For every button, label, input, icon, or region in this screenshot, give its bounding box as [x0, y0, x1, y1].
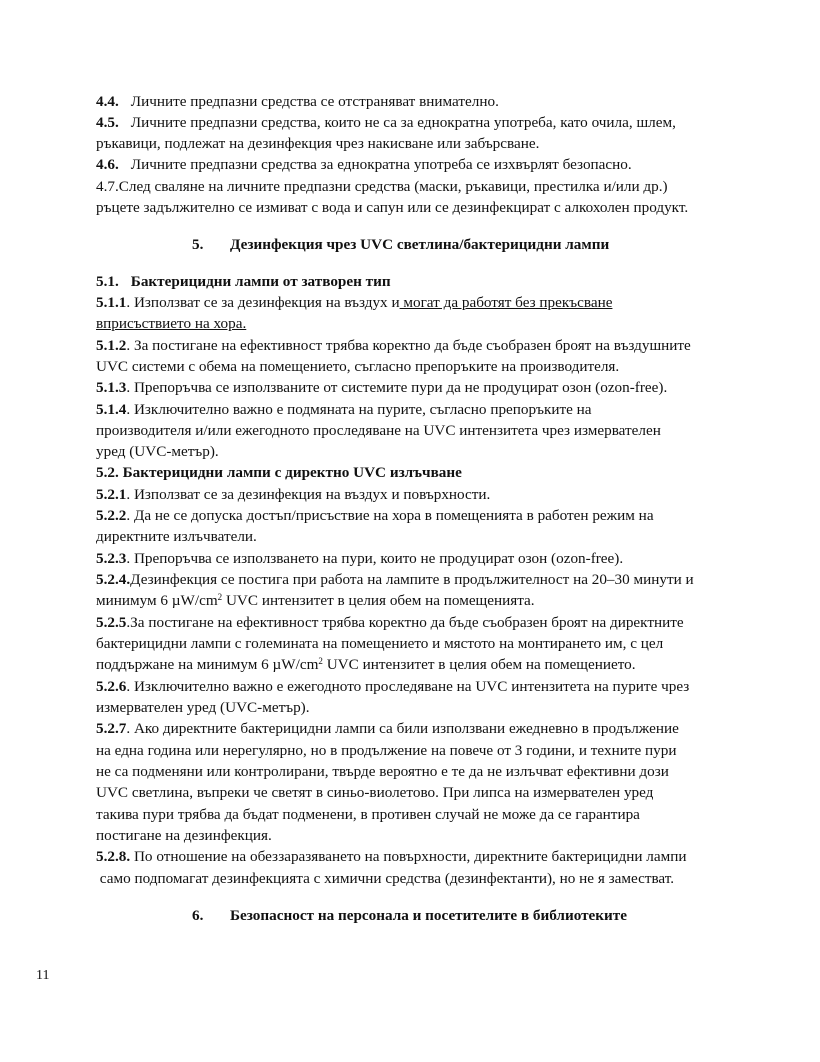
- para-5-2-7-cont5: постигане на дезинфекция.: [96, 827, 272, 844]
- page-number: 11: [36, 968, 50, 983]
- para-number: 5.2.5: [96, 614, 127, 631]
- para-number: 5.1.3: [96, 379, 127, 396]
- subsection-number: 5.1.: [96, 273, 119, 290]
- superscript: 2: [318, 656, 323, 666]
- item-text: Личните предпазни средства за еднократна употреба се изхвърлят безопасно.: [130, 156, 632, 173]
- para-5-2-1: [96, 485, 490, 505]
- para-number: 5.1.1: [96, 294, 127, 311]
- item-4-4: [96, 92, 499, 112]
- para-text: UVC интензитет в целия обем на помещенията.: [222, 592, 535, 609]
- para-text: . Изключително важно е подмяната на пурите, съгласно препоръките на: [126, 401, 592, 418]
- para-5-2-7-cont4: такива пури трябва да бъдат подменени, в противен случай не може да се гарантира: [96, 806, 640, 823]
- para-text: . Да не се допуска достъп/присъствие на хора в помещенията в работен режим на: [126, 507, 654, 524]
- para-number: 5.2.3: [96, 550, 127, 567]
- para-5-2-5: [96, 613, 684, 633]
- para-5-2-6-cont: измервателен уред (UVC-метър).: [96, 699, 310, 716]
- para-5-2-7: [96, 719, 679, 739]
- para-5-2-7-cont3: UVC светлина, въпреки че светят в синьо-виолетово. При липса на измервателен уред: [96, 784, 654, 801]
- para-text: . Използват се за дезинфекция на въздух и: [126, 294, 400, 311]
- item-text: Личните предпазни средства се отстраняват внимателно.: [130, 93, 499, 110]
- para-5-2-4-cont: [96, 591, 535, 611]
- para-5-1-4-cont1: производителя и/или ежегодното проследяване на UVC интензитета чрез измервателен: [96, 422, 661, 439]
- item-number: 4.4.: [96, 93, 119, 110]
- item-4-5-cont: ръкавици, подлежат на дезинфекция чрез накисване или забърсване.: [96, 135, 540, 152]
- para-number: 5.2.7: [96, 720, 127, 737]
- para-text: . За постигане на ефективност трябва коректно да бъде съобразен броят на въздушните: [126, 337, 691, 354]
- superscript: 2: [217, 592, 223, 602]
- subsection-5-2: 5.2. Бактерицидни лампи с директно UVC излъчване: [96, 464, 462, 481]
- para-5-2-7-cont1: на една година или нерегулярно, но в продължение на повече от 3 години, и техните пури: [96, 742, 677, 759]
- para-text: поддържане на минимум 6 µW/cm: [96, 656, 319, 673]
- para-text: Дезинфекция се постига при работа на лампите в продължителност на 20–30 минути и: [130, 571, 694, 588]
- subsection-title: Бактерицидни лампи от затворен тип: [130, 273, 391, 290]
- para-5-1-3: [96, 378, 667, 398]
- para-5-2-2: [96, 506, 654, 526]
- item-4-7: 4.7.След сваляне на личните предпазни средства (маски, ръкавици, престилка и/или др.): [96, 178, 668, 195]
- para-5-1-4-cont2: уред (UVC-метър).: [96, 443, 219, 460]
- para-5-2-7-cont2: не са подменяни или контролирани, твърде вероятно е те да не излъчват ефективни дози: [96, 763, 669, 780]
- para-5-2-4: [96, 570, 694, 590]
- para-number: 5.2.1: [96, 486, 127, 503]
- subsection-5-1: [96, 272, 391, 292]
- para-number: 5.2.8.: [96, 848, 131, 865]
- para-5-1-1-cont: вприсъствието на хора.: [96, 315, 247, 332]
- item-text: Личните предпазни средства, които не са за еднократна употреба, като очила, шлем,: [130, 114, 676, 131]
- para-text: . Препоръчва се използваните от системите пури да не продуцират озон (ozon-free).: [126, 379, 668, 396]
- para-text: UVC интензитет в целия обем на помещението.: [322, 656, 636, 673]
- para-text: . Използват се за дезинфекция на въздух и повърхности.: [126, 486, 491, 503]
- item-4-6: [96, 155, 632, 175]
- para-5-2-8-cont: само подпомагат дезинфекцията с химични средства (дезинфектанти), но не я заместват.: [96, 870, 675, 887]
- underlined-text: могат да работят без прекъсване: [399, 294, 613, 311]
- section-number: 5.: [192, 236, 204, 253]
- section-title: Дезинфекция чрез UVC светлина/бактерицидни лампи: [230, 236, 610, 253]
- para-number: 5.1.4: [96, 401, 127, 418]
- para-number: 5.1.2: [96, 337, 127, 354]
- para-5-1-2-cont: UVC системи с обема на помещението, съгласно препоръките на производителя.: [96, 358, 620, 375]
- section-number: 6.: [192, 907, 204, 924]
- para-5-2-2-cont: директните излъчватели.: [96, 528, 257, 545]
- item-4-7-cont: ръцете задължително се измиват с вода и сапун или се дезинфекцират с алкохолен продукт.: [96, 199, 689, 216]
- para-text: минимум 6 µW/cm: [96, 592, 218, 609]
- section-title: Безопасност на персонала и посетителите в библиотеките: [230, 907, 627, 924]
- para-5-1-2: [96, 336, 691, 356]
- para-text: . Препоръчва се използването на пури, които не продуцират озон (ozon-free).: [126, 550, 624, 567]
- para-5-2-6: [96, 677, 689, 697]
- para-text: . Изключително важно е ежегодното проследяване на UVC интензитета на пурите чрез: [126, 678, 690, 695]
- item-number: 4.5.: [96, 114, 119, 131]
- para-number: 5.2.4.: [96, 571, 131, 588]
- item-4-5: [96, 113, 676, 133]
- para-5-2-8: [96, 847, 687, 867]
- para-5-2-3: [96, 549, 623, 569]
- para-text: По отношение на обеззаразяването на повърхности, директните бактерицидни лампи: [130, 848, 687, 865]
- para-text: . Ако директните бактерицидни лампи са били използвани ежедневно в продължение: [126, 720, 679, 737]
- item-number: 4.6.: [96, 156, 119, 173]
- para-5-2-5-cont1: бактерицидни лампи с големината на помещението и мястото на монтирането им, с цел: [96, 635, 664, 652]
- para-number: 5.2.6: [96, 678, 127, 695]
- para-number: 5.2.2: [96, 507, 127, 524]
- para-5-1-4: [96, 400, 592, 420]
- para-text: .За постигане на ефективност трябва коректно да бъде съобразен броят на директните: [126, 614, 684, 631]
- para-5-1-1: [96, 293, 612, 313]
- para-5-2-5-cont2: [96, 655, 636, 675]
